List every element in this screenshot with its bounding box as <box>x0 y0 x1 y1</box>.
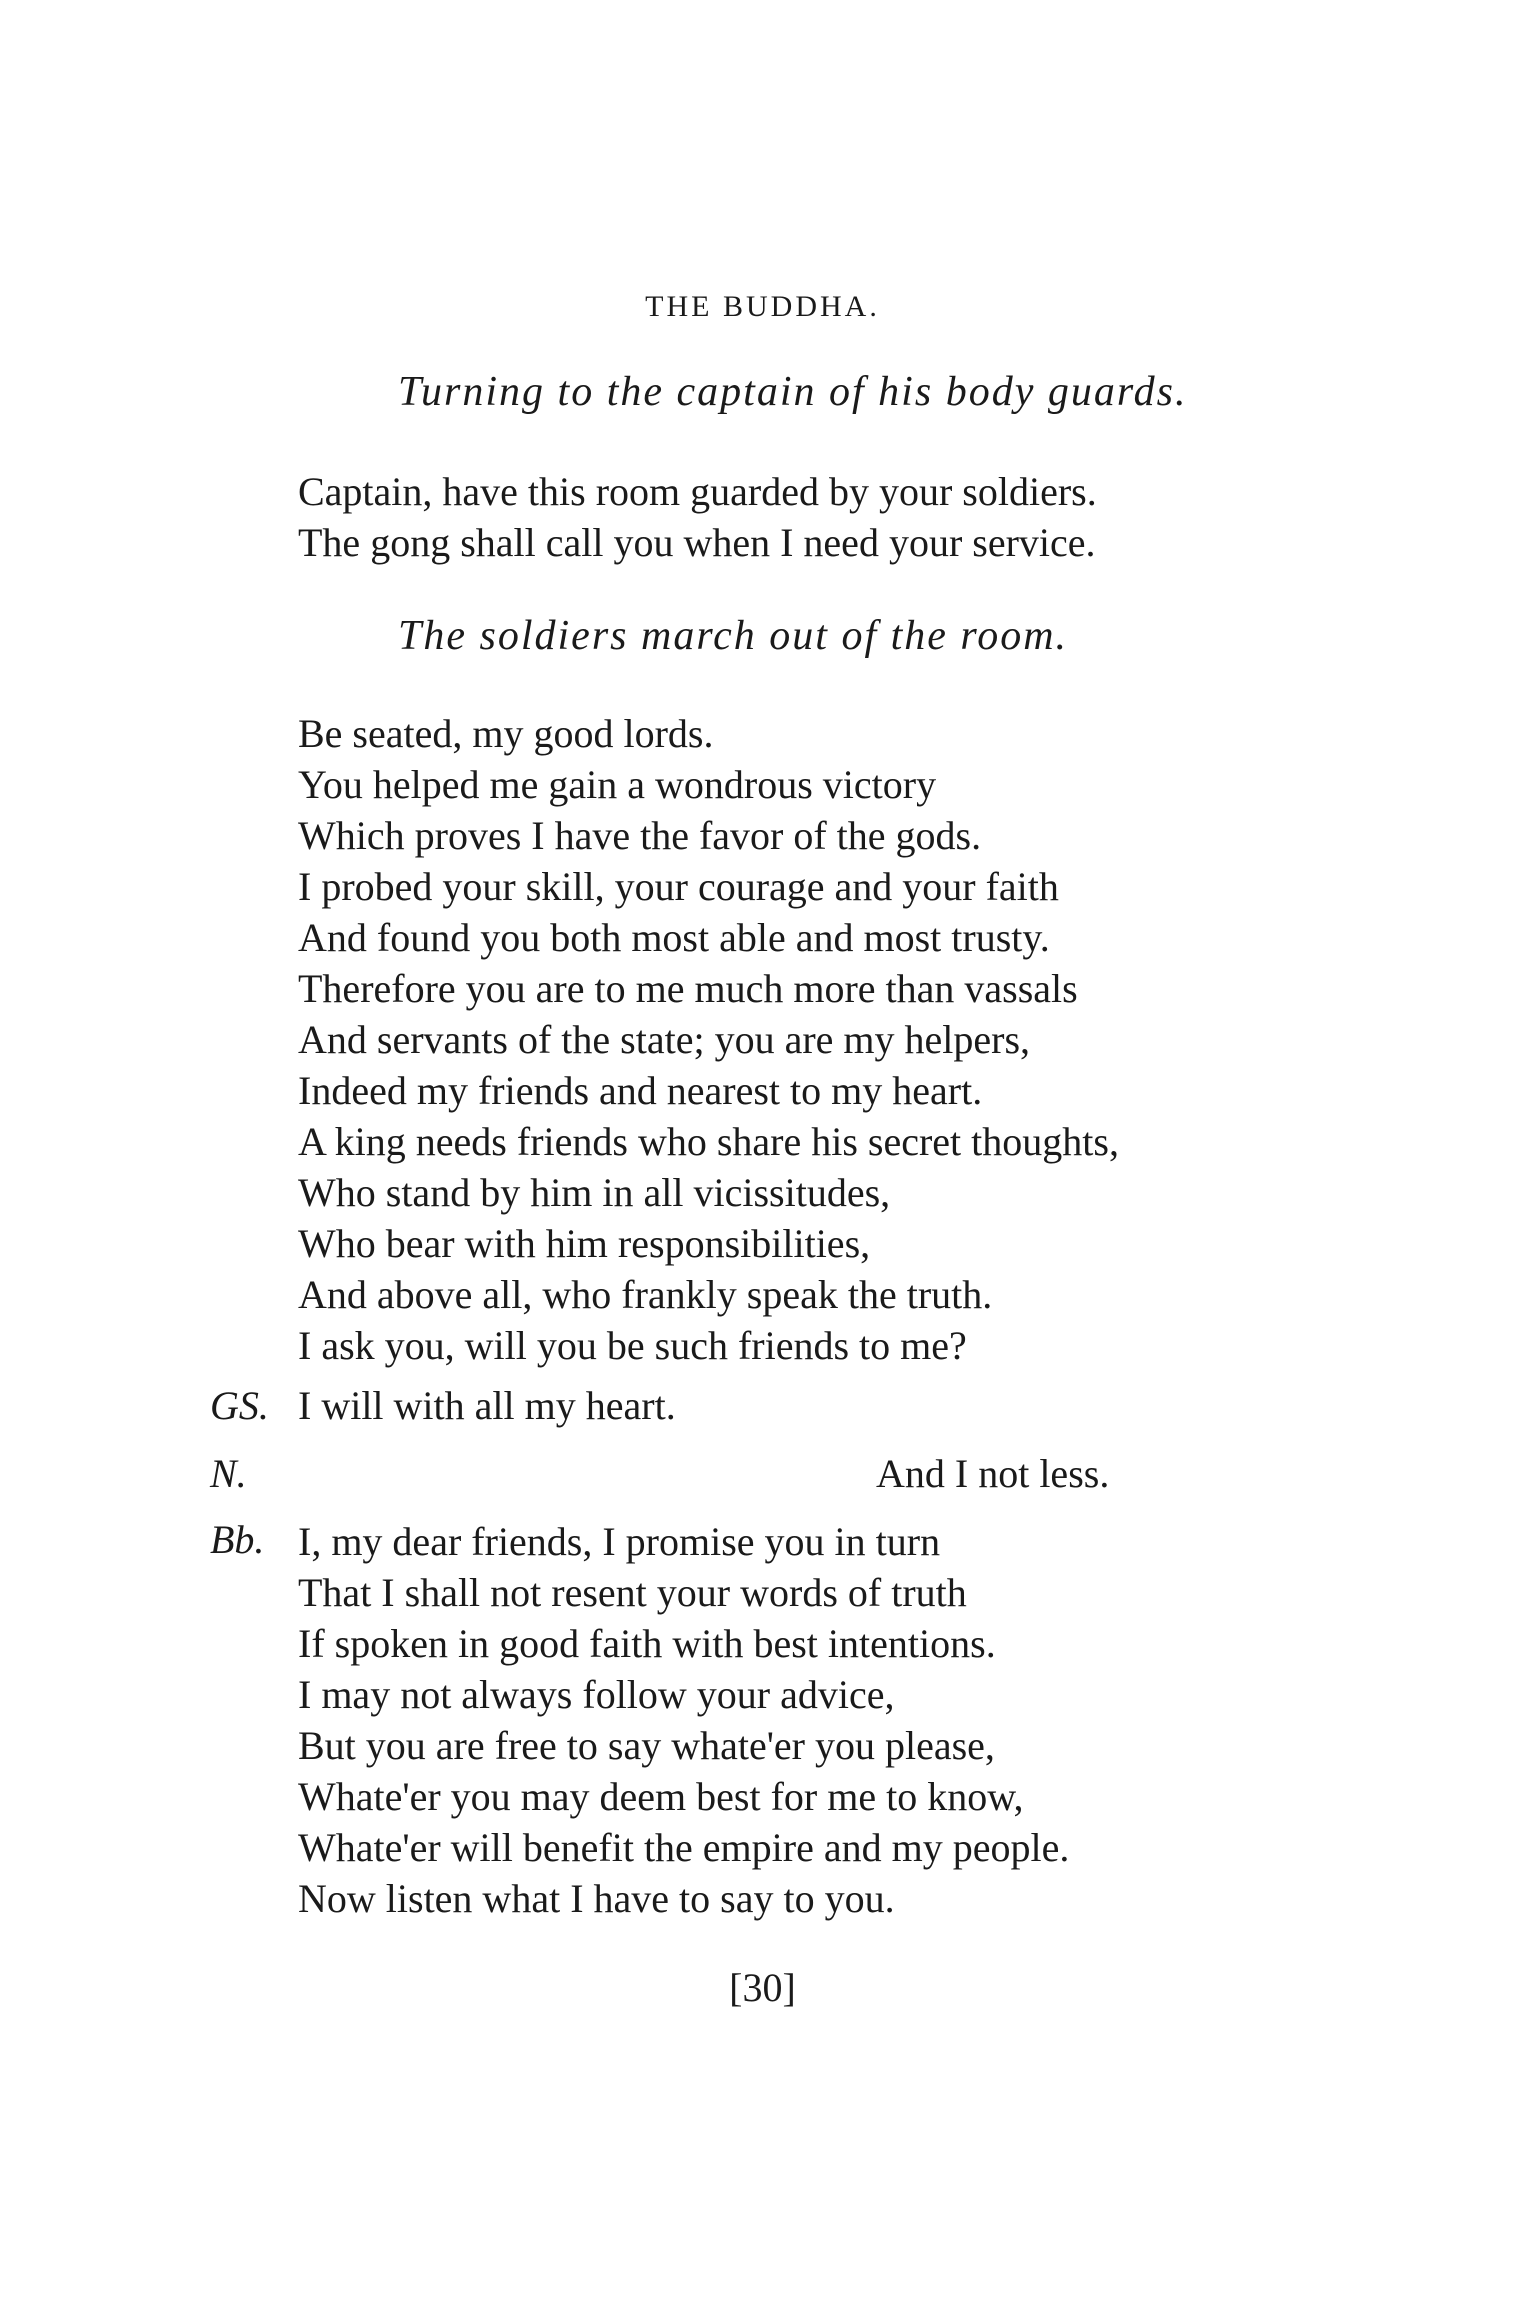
verse-line: A king needs friends who share his secret thoughts, <box>298 1119 1119 1164</box>
running-head: THE BUDDHA. <box>645 290 880 323</box>
stage-direction: Turning to the captain of his body guards. <box>398 369 1188 415</box>
dialogue-text: I will with all my heart. <box>298 1383 676 1428</box>
verse-line: And found you both most able and most trusty. <box>298 915 1050 960</box>
verse-line: Who stand by him in all vicissitudes, <box>298 1170 891 1215</box>
verse-line: Be seated, my good lords. <box>298 711 714 756</box>
verse-line: And above all, who frankly speak the truth. <box>298 1272 993 1317</box>
verse-line: Whate'er you may deem best for me to know, <box>298 1774 1024 1819</box>
speaker-label: GS. <box>210 1383 269 1428</box>
verse-line: Indeed my friends and nearest to my heart. <box>298 1068 983 1113</box>
verse-line: I, my dear friends, I promise you in turn <box>298 1519 941 1564</box>
verse-line: Captain, have this room guarded by your soldiers. <box>298 469 1097 514</box>
verse-line: Who bear with him responsibilities, <box>298 1221 871 1266</box>
verse-line: I ask you, will you be such friends to me? <box>298 1323 967 1368</box>
verse-line: The gong shall call you when I need your service. <box>298 520 1096 565</box>
verse-line: I probed your skill, your courage and your faith <box>298 864 1059 909</box>
dialogue-text: And I not less. <box>876 1451 1110 1496</box>
verse-passage <box>298 708 1119 1371</box>
verse-line: Whate'er will benefit the empire and my people. <box>298 1825 1070 1870</box>
stage-direction: The soldiers march out of the room. <box>398 613 1069 659</box>
verse-line: And servants of the state; you are my helpers, <box>298 1017 1031 1062</box>
speaker-label: Bb. <box>210 1517 265 1562</box>
verse-passage <box>298 466 1097 568</box>
verse-line: If spoken in good faith with best intentions. <box>298 1621 996 1666</box>
verse-line: I may not always follow your advice, <box>298 1672 895 1717</box>
verse-line: But you are free to say whate'er you please, <box>298 1723 995 1768</box>
verse-line: Therefore you are to me much more than vassals <box>298 966 1078 1011</box>
verse-line: Now listen what I have to say to you. <box>298 1876 895 1921</box>
verse-line: You helped me gain a wondrous victory <box>298 762 937 807</box>
verse-line: That I shall not resent your words of truth <box>298 1570 967 1615</box>
verse-line: Which proves I have the favor of the gods. <box>298 813 982 858</box>
verse-passage <box>298 1516 1069 1924</box>
page-number: [30] <box>729 1965 796 2010</box>
speaker-label: N. <box>210 1451 247 1496</box>
